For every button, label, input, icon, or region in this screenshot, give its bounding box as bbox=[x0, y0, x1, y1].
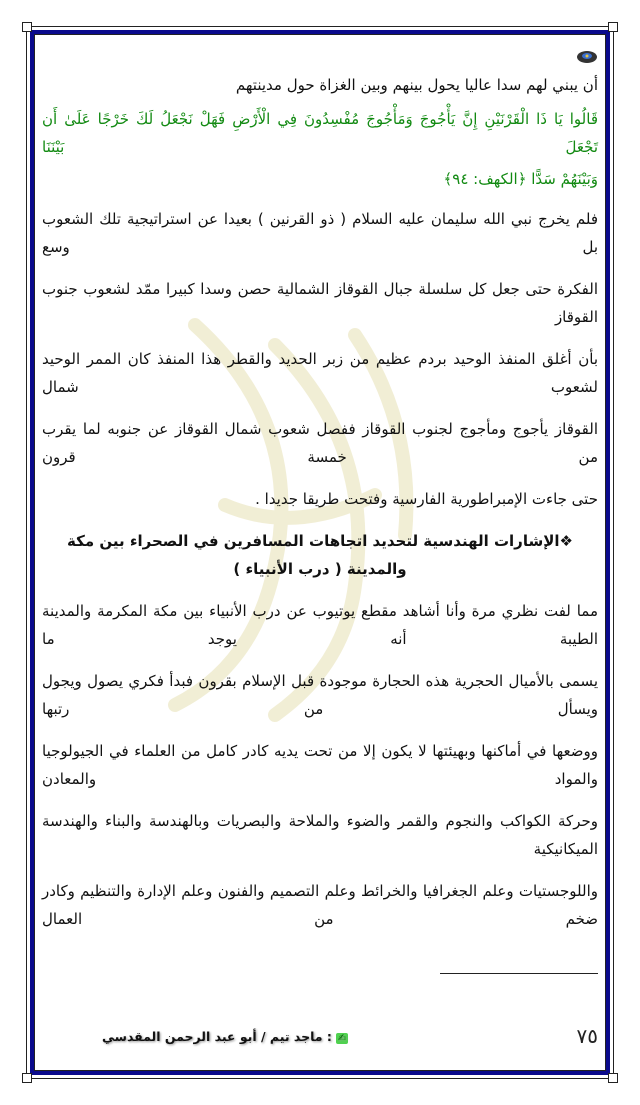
paragraph-line: القوقاز يأجوج ومأجوج لجنوب القوقاز ففصل شعوب شمال القوقاز عن جنوبه لما يقرب من خمسة قرون bbox=[42, 420, 598, 466]
section-heading-text: الإشارات الهندسية لتحديد اتجاهات المسافرين في الصحراء بين مكة والمدينة ( درب الأنبياء ) bbox=[67, 532, 560, 578]
footer-author bbox=[102, 1029, 348, 1044]
page-border-outer bbox=[26, 26, 614, 1079]
paragraph-line: وحركة الكواكب والنجوم والقمر والضوء والملاحة والبصريات وبالهندسة والبناء والهندسة الميكانيكية bbox=[42, 812, 598, 858]
border-corner bbox=[608, 22, 618, 32]
border-corner bbox=[608, 1073, 618, 1083]
paragraph-line: الفكرة حتى جعل كل سلسلة جبال القوقاز الشمالية حصن وسدا كبيرا ممّد لشعوب جنوب القوقاز bbox=[42, 280, 598, 326]
page-number: ٧٥ bbox=[576, 1024, 598, 1048]
intro-line: أن يبني لهم سدا عاليا يحول بينهم وبين الغزاة حول مدينتهم bbox=[235, 76, 598, 94]
page-border-inner bbox=[34, 34, 606, 1071]
paragraph-line: يسمى بالأميال الحجرية هذه الحجارة موجودة قبل الإسلام بقرون فبدأ فكري يصول ويجول ويسأل من رتبها bbox=[42, 672, 598, 718]
logo-icon bbox=[576, 49, 598, 65]
quran-verse-line: قَالُوا يَا ذَا الْقَرْنَيْنِ إِنَّ يَأْجُوجَ وَمَأْجُوجَ مُفْسِدُونَ فِي الْأَرْضِ فَهَلْ نَجْعَلُ لَكَ خَرْجًا عَلَىٰ أَن تَجْعَلَ بَيْنَنَا bbox=[42, 110, 598, 156]
paragraph-line: واللوجستيات وعلم الجغرافيا والخرائط وعلم التصميم والفنون وعلم الإدارة والتنظيم وكادر ضخم من العمال bbox=[42, 882, 598, 928]
paragraph-line: حتى جاءت الإمبراطورية الفارسية وفتحت طريقا جديدا . bbox=[255, 490, 598, 508]
author-name: : ماجد تيم / أبو عبد الرحمن المقدسي bbox=[102, 1028, 332, 1044]
paragraph-line: بأن أغلق المنفذ الوحيد بردم عظيم من زبر الحديد والقطر هذا المنفذ كان الممر الوحيد لشعوب شمال bbox=[42, 350, 598, 396]
pen-icon: ✍ bbox=[337, 1032, 347, 1044]
page-footer bbox=[42, 1024, 598, 1048]
footnote-separator bbox=[440, 973, 598, 974]
diamond-bullet-icon: ❖ bbox=[559, 532, 573, 550]
paragraph-line: مما لفت نظري مرة وأنا أشاهد مقطع يوتيوب عن درب الأنبياء بين مكة المكرمة والمدينة الطيبة أنه يوجد ما bbox=[42, 602, 598, 648]
paragraph-line: ووضعها في أماكنها وبهيئتها لا يكون إلا من تحت يديه كادر كامل من العلماء في الجيولوجيا والمواد والمعادن bbox=[42, 742, 598, 788]
border-corner bbox=[22, 1073, 32, 1083]
paragraph-prophets-path bbox=[42, 597, 598, 933]
border-corner bbox=[22, 22, 32, 32]
logo-row bbox=[42, 49, 598, 67]
paragraph-dhul-qarnayn bbox=[42, 205, 598, 513]
quran-verse-line: وَبَيْنَهُمْ سَدًّا ﴿الكهف: ٩٤﴾ bbox=[443, 170, 598, 188]
paragraph-line: فلم يخرج نبي الله سليمان عليه السلام ( ذو القرنين ) بعيدا عن استراتيجية تلك الشعوب بل وسع bbox=[42, 210, 598, 256]
section-heading bbox=[42, 527, 598, 583]
page-border bbox=[30, 30, 610, 1075]
page-content bbox=[42, 49, 598, 974]
